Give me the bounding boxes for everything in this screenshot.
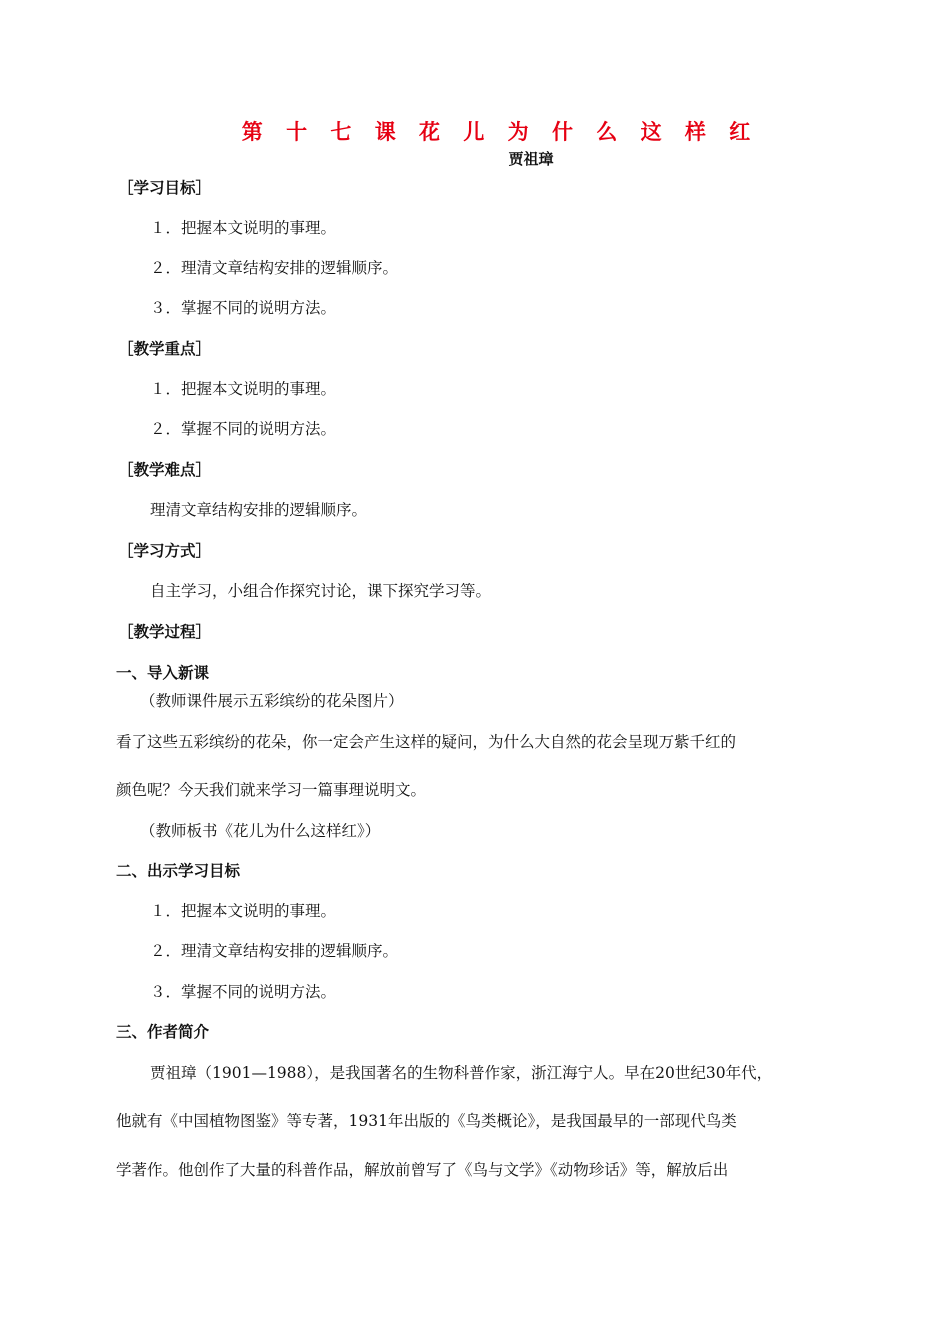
objective-item: ２．理清文章结构安排的逻辑顺序。 xyxy=(150,942,399,960)
part-heading-author-intro: 三、作者简介 xyxy=(116,1023,210,1041)
part-heading-objectives: 二、出示学习目标 xyxy=(116,862,241,880)
section-heading-objectives: ［学习目标］ xyxy=(118,179,212,197)
lesson-title: 第 十 七 课 花 儿 为 什 么 这 样 红 xyxy=(241,120,759,144)
intro-paragraph-line: 颜色呢？今天我们就来学习一篇事理说明文。 xyxy=(116,781,427,799)
teacher-note: （教师板书《花儿为什么这样红》） xyxy=(140,822,381,840)
part-heading-intro: 一、导入新课 xyxy=(116,664,210,682)
section-heading-method: ［学习方式］ xyxy=(118,542,212,560)
teacher-note: （教师课件展示五彩缤纷的花朵图片） xyxy=(140,692,404,710)
intro-paragraph-line: 看了这些五彩缤纷的花朵，你一定会产生这样的疑问，为什么大自然的花会呈现万紫千红的 xyxy=(116,733,737,751)
method-text: 自主学习，小组合作探究讨论，课下探究学习等。 xyxy=(150,582,492,600)
section-heading-difficulty: ［教学难点］ xyxy=(118,461,212,479)
objective-item: １．把握本文说明的事理。 xyxy=(150,219,337,237)
author-bio-line: 贾祖璋（1901—1988），是我国著名的生物科普作家，浙江海宁人。早在20世纪30年代， xyxy=(150,1064,773,1082)
objective-item: ３．掌握不同的说明方法。 xyxy=(150,983,337,1001)
author-bio-line: 学著作。他创作了大量的科普作品，解放前曾写了《鸟与文学》《动物珍话》等，解放后出 xyxy=(116,1161,729,1179)
key-point-item: ２．掌握不同的说明方法。 xyxy=(150,420,337,438)
objective-item: ３．掌握不同的说明方法。 xyxy=(150,299,337,317)
author-bio-line: 他就有《中国植物图鉴》等专著，1931年出版的《鸟类概论》，是我国最早的一部现代鸟类 xyxy=(116,1112,737,1130)
section-heading-process: ［教学过程］ xyxy=(118,623,212,641)
difficulty-text: 理清文章结构安排的逻辑顺序。 xyxy=(150,501,368,519)
key-point-item: １．把握本文说明的事理。 xyxy=(150,380,337,398)
author-name: 贾祖璋 xyxy=(508,150,554,168)
objective-item: １．把握本文说明的事理。 xyxy=(150,902,337,920)
section-heading-key-points: ［教学重点］ xyxy=(118,340,212,358)
objective-item: ２．理清文章结构安排的逻辑顺序。 xyxy=(150,259,399,277)
